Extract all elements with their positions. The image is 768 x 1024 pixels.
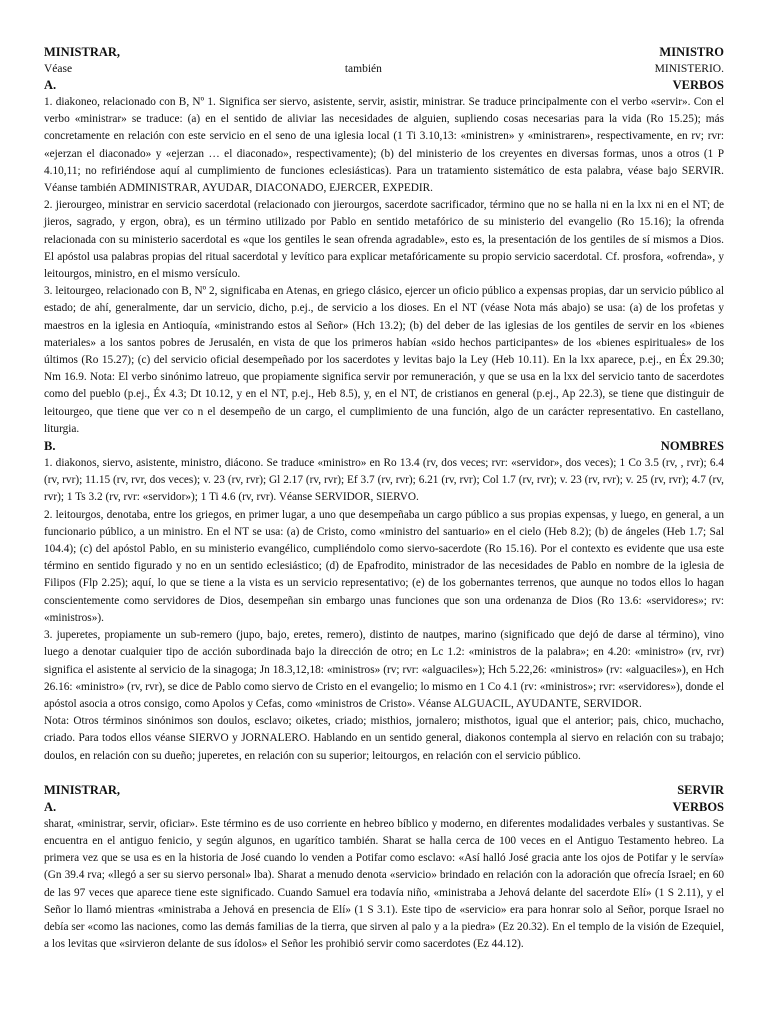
see-also-connector: también: [344, 63, 382, 75]
section-header-a: [44, 77, 724, 94]
section-header-b: [44, 438, 724, 455]
section-label: NOMBRES: [660, 439, 724, 454]
section-letter: A.: [44, 78, 57, 92]
entry-related-term: MINISTRO: [659, 45, 724, 59]
entry-header: [44, 782, 724, 799]
entry-title: MINISTRAR,: [44, 45, 121, 59]
section-letter: B.: [44, 439, 56, 454]
document-body: [44, 44, 724, 953]
see-also-link[interactable]: MINISTERIO.: [654, 63, 724, 75]
definition-paragraph: 2. leitourgos, denotaba, entre los griegos, en primer lugar, a uno que desempeñaba un cargo público a sus propias expensas, y luego, en general, a un funcionario público, a un ministro. En el NT se usa: (a) de Cristo, como «ministro del santuario» en el cielo (Heb 8.2); (b) de ángeles (Heb 1.7; Sal 104.4); (c) del apóstol Pablo, en su ministerio evangélico, cumpliéndolo como siervo-sacerdote (Ro 15.16). Por el contexto es evidente que usa este término en sentido figurado y no en un sentido eclesiástico; (d) de Epafrodito, ministrador de las necesidades de Pablo en nombre de la iglesia de Filipos (Flp 2.25); aquí, lo que se tiene a la vista es un servicio representativo; (e) de los gobernantes terrenos, que aunque no todos ellos lo hagan conscientemente como servidores de Dios, desempeñan sin embargo unas funciones que son una ordenanza de Dios (Ro 13.6: «servidores»; rv: «ministros»).: [44, 508, 724, 624]
section-header-a: [44, 799, 724, 816]
definition-paragraph: 3. leitourgeo, relacionado con B, Nº 2, significaba en Atenas, en griego clásico, ejercer un oficio público a expensas propias, dar un servicio público al estado; de ahí, generalmente, dar un servicio, dicho, p.ej., de servicio a los dioses. En el NT (véase Nota más abajo) se usa: (a) de los profetas y maestros en la iglesia en Antioquía, «ministrando estos al Señor» (Hch 13.2); (b) del deber de las iglesias de los gentiles de servir en los «bienes materiales» a los santos pobres de Jerusalén, en vista de que los primeros habían «sido hechos participantes» de los «bienes espirituales» de los últimos (Ro 15.27); (c) del servicio oficial desempeñado por los sacerdotes y levitas bajo la Ley (Heb 10.11). En la lxx aparece, p.ej., en Éx 29.30; Nm 16.9. Nota: El verbo sinónimo latreuo, que propiamente significa servir por remuneración, y que se usa en la lxx del servicio tanto de sacerdotes como del pueblo (p.ej., Éx 4.3; Dt 10.12, y en el NT, p.ej., Heb 8.5), y, en el NT, de cristianos en general (p.ej., Ap 22.3), se tiene que distinguir de leitourgeo, que tiene que ver co n el desempeño de un cargo, el cumplimiento de una función, algo de un carácter representativo. En castellano, liturgia.: [44, 285, 724, 435]
definition-paragraph: 1. diakonos, siervo, asistente, ministro, diácono. Se traduce «ministro» en Ro 13.4 (rv, dos veces; rvr: «servidor», dos veces); 1 Co 3.5 (rv, , rvr); 6.4 (rv, rvr); 11.15 (rv, rvr, dos veces); v. 23 (rv, rvr); Gl 2.17 (rv, rvr); Ef 3.7 (rv, rvr); 6.21 (rv, rvr); Col 1.7 (rv, rvr); v. 23 (rv, rvr); v. 25 (rv, rvr); 4.7 (rv, rvr); 1 Ts 3.2 (rv, rvr: «servidor»); 1 Ti 4.6 (rv, rvr). Véanse SERVIDOR, SIERVO.: [44, 457, 724, 504]
definition-paragraph: 3. juperetes, propiamente un sub-remero (jupo, bajo, eretes, remero), distinto de nautpes, marino (significado que dejó de darse al término), vino luego a denotar cualquier tipo de acción subordinada bajo la dirección de otro; en Lc 1.2: «ministros de la palabra»; en 4.20: «ministro» (rv, rvr) significa el asistente al servicio de la sinagoga; Jn 18.3,12,18: «ministros» (rv; rvr: «alguaciles»); Hch 5.22,26: «ministros» (rv: «alguaciles»), en Hch 26.16: «ministro» (rv, rvr), se dice de Pablo como siervo de Cristo en el evangelio; lo mismo en 1 Co 4.1 (rv: «ministros»; rvr: «servidores»), donde el apóstol asocia a otros consigo, como Apolos y Cefas, como «ministros de Cristo». Véanse ALGUACIL, AYUDANTE, SERVIDOR.: [44, 629, 724, 710]
see-also-label: Véase: [44, 63, 73, 75]
note-paragraph: Nota: Otros términos sinónimos son doulos, esclavo; oiketes, criado; misthios, jornalero; misthotos, igual que el anterior; pais, chico, muchacho, criado. Para todos ellos véanse SIERVO y JORNALERO. Hablando en un sentido general, diakonos contempla al siervo en relación con su trabajo; doulos, en relación con su dueño; juperetes, en relación con su superior; leitourgos, en relación con el servicio público.: [44, 715, 724, 762]
definition-paragraph: 2. jierourgeo, ministrar en servicio sacerdotal (relacionado con jierourgos, sacerdote sacrificador, término que no se halla ni en la lxx ni en el NT; de jieros, sagrado, y ergon, obra), es un término utilizado por Pablo en sentido metafórico de su ministerio del evangelio (Ro 15.16); la ofrenda relacionada con su ministerio sacerdotal es «que los gentiles le sean ofrenda agradable», esto es, la presentación de los gentiles de sí mismos a Dios. El apóstol usa palabras propias del ritual sacerdotal y levítico para explicar metafóricamente su propio servicio sacerdotal. Cf. prosfora, «ofrenda», y leitourgos, ministro, en el mismo versículo.: [44, 199, 724, 281]
definition-paragraph: sharat, «ministrar, servir, oficiar». Este término es de uso corriente en hebreo bíblico y moderno, en diferentes modalidades verbales y sustantivas. Se encuentra en el antiguo fenicio, y según algunos, en ugarítico también. Sharat se halla cerca de 100 veces en el Antiguo Testamento hebreo. La primera vez que se usa es en la historia de José cuando lo venden a Potifar como esclavo: «Así halló José gracia ante los ojos de Potifar y le servía» (Gn 39.4 rva; «llegó a ser su siervo personal» lba). Sharat a menudo denota «servicio» brindado en relación con la adoración que ofrecía Israel; en 60 de las 97 veces que aparece tiene este significado. Cuando Samuel era todavía niño, «ministraba a Jehová delante del sacerdote Elí» (1 S 2.11), y el Señor lo llamó mientras «ministraba a Jehová en presencia de Elí» (1 S 3.1). Este tipo de «servicio» era para honrar solo al Señor, porque Israel no debía ser «como las naciones, como las demás familias de la tierra, que sirven al palo y a la piedra» (Ez 20.32). En el templo de la visión de Ezequiel, a los levitas que «sirvieron delante de sus ídolos» el Señor les prohibió servir como sacerdotes (Ez 44.12).: [44, 817, 724, 951]
entry-separator: [44, 765, 724, 782]
definition-paragraph: 1. diakoneo, relacionado con B, Nº 1. Significa ser siervo, asistente, servir, asistir, ministrar. Se traduce principalmente con el verbo «servir». Con el verbo «ministrar» se traduce: (a) en el sentido de aliviar las necesidades de alguien, supliendo cosas necesarias para la vida (Ro 15.25); más concretamente en relación con este servicio en el seno de una iglesia local (1 Ti 3.10,13: «ministren» y «ministraren», respectivamente, en rv; rvr: «ejerzan el diaconado» y «ejerzan … el diaconado», respectivamente); (b) del ministerio de los creyentes en diversas formas, unos a otros (1 P 4.10,11; no refiriéndose aquí al cumplimiento de funciones eclesiásticas). Para un tratamiento sistemático de esta palabra, véase bajo SERVIR. Véanse también ADMINISTRAR, AYUDAR, DIACONADO, EJERCER, EXPEDIR.: [44, 96, 724, 195]
section-letter: A.: [44, 799, 57, 814]
entry-header: [44, 44, 724, 61]
see-also-line: [44, 61, 724, 77]
section-label: VERBOS: [672, 799, 724, 814]
entry-title: MINISTRAR,: [44, 782, 121, 797]
entry-related-term: SERVIR: [677, 782, 724, 797]
section-label: VERBOS: [672, 78, 724, 92]
